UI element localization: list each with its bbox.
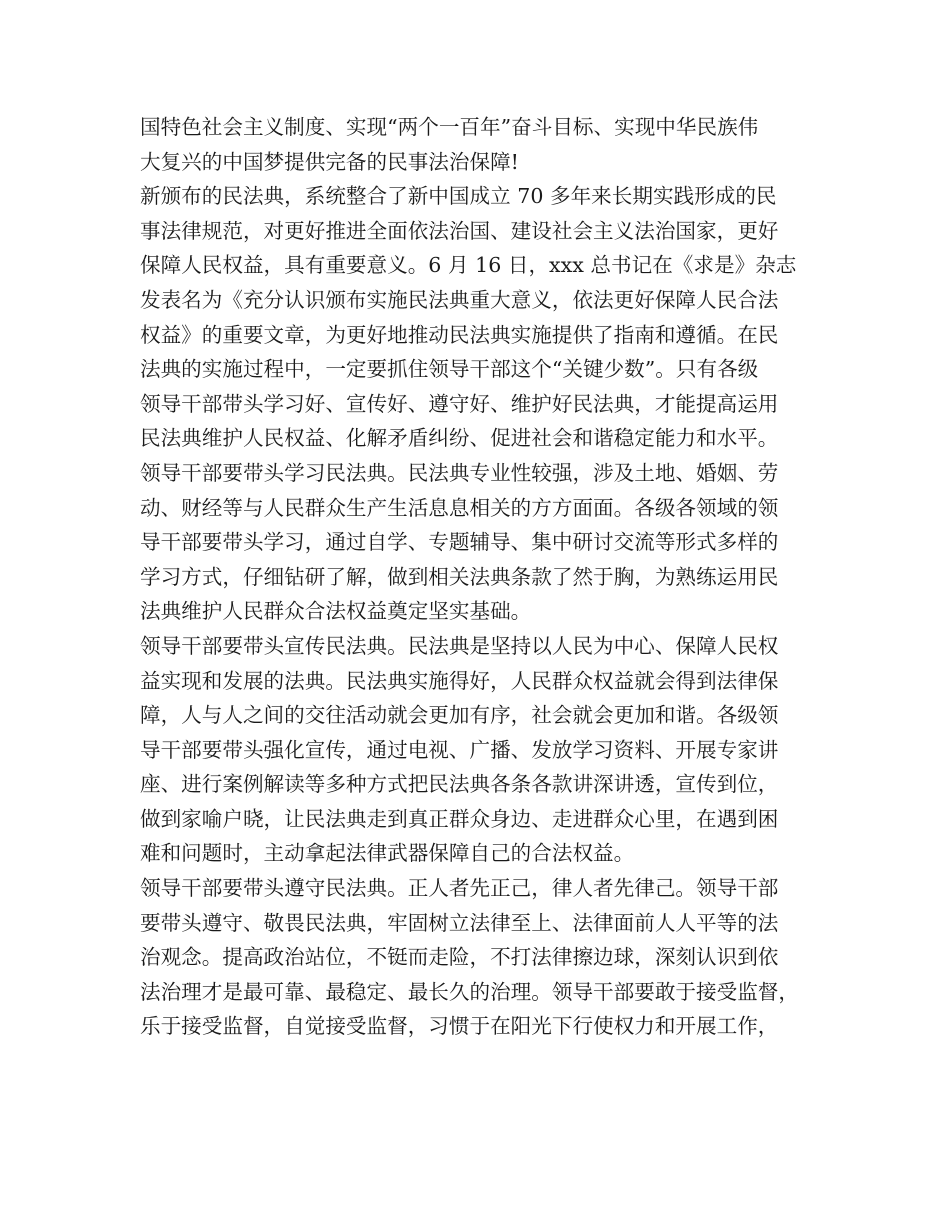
text-line: 导干部要带头强化宣传，通过电视、广播、发放学习资料、开展专家讲 <box>140 737 779 762</box>
text-line: 要带头遵守、敬畏民法典，牢固树立法律至上、法律面前人人平等的法 <box>140 910 779 935</box>
text-line: 动、财经等与人民群众生产生活息息相关的方方面面。各级各领域的领 <box>140 495 779 520</box>
text-line: 障，人与人之间的交往活动就会更加有序，社会就会更加和谐。各级领 <box>140 703 779 728</box>
text-line: 学习方式，仔细钻研了解，做到相关法典条款了然于胸，为熟练运用民 <box>140 564 779 589</box>
text-line: 领导干部要带头遵守民法典。正人者先正己，律人者先律己。领导干部 <box>140 876 779 901</box>
text-line: 民法典维护人民权益、化解矛盾纠纷、促进社会和谐稳定能力和水平。 <box>140 426 779 451</box>
text-line: 法治理才是最可靠、最稳定、最长久的治理。领导干部要敢于接受监督， <box>140 979 799 1004</box>
text-line: 治观念。提高政治站位，不铤而走险，不打法律擦边球，深刻认识到依 <box>140 945 779 970</box>
text-line: 新颁布的民法典，系统整合了新中国成立 70 多年来长期实践形成的民 <box>140 184 777 209</box>
text-line: 权益》的重要文章，为更好地推动民法典实施提供了指南和遵循。在民 <box>140 322 779 347</box>
text-line: 保障人民权益，具有重要意义。6 月 16 日，xxx 总书记在《求是》杂志 <box>140 253 797 278</box>
text-line: 发表名为《充分认识颁布实施民法典重大意义，依法更好保障人民合法 <box>140 287 779 312</box>
text-line: 领导干部带头学习好、宣传好、遵守好、维护好民法典，才能提高运用 <box>140 391 779 416</box>
text-line: 法典维护人民群众合法权益奠定坚实基础。 <box>140 599 532 624</box>
text-line: 导干部要带头学习，通过自学、专题辅导、集中研讨交流等形式多样的 <box>140 530 779 555</box>
text-line: 领导干部要带头学习民法典。民法典专业性较强，涉及土地、婚姻、劳 <box>140 460 779 485</box>
text-line: 国特色社会主义制度、实现“两个一百年”奋斗目标、实现中华民族伟 <box>140 115 759 139</box>
text-line: 益实现和发展的法典。民法典实施得好，人民群众权益就会得到法律保 <box>140 668 779 693</box>
text-line: 大复兴的中国梦提供完备的民事法治保障! <box>140 149 519 174</box>
text-line: 做到家喻户晓，让民法典走到真正群众身边、走进群众心里，在遇到困 <box>140 806 779 831</box>
text-line: 座、进行案例解读等多种方式把民法典各条各款讲深讲透，宣传到位， <box>140 772 779 797</box>
text-line: 事法律规范，对更好推进全面依法治国、建设社会主义法治国家，更好 <box>140 218 779 243</box>
text-line: 领导干部要带头宣传民法典。民法典是坚持以人民为中心、保障人民权 <box>140 633 779 658</box>
text-line: 乐于接受监督，自觉接受监督，习惯于在阳光下行使权力和开展工作， <box>140 1014 779 1039</box>
text-line: 法典的实施过程中，一定要抓住领导干部这个“关键少数”。只有各级 <box>140 357 759 382</box>
document-body <box>140 110 830 1044</box>
text-line: 难和问题时，主动拿起法律武器保障自己的合法权益。 <box>140 841 635 866</box>
